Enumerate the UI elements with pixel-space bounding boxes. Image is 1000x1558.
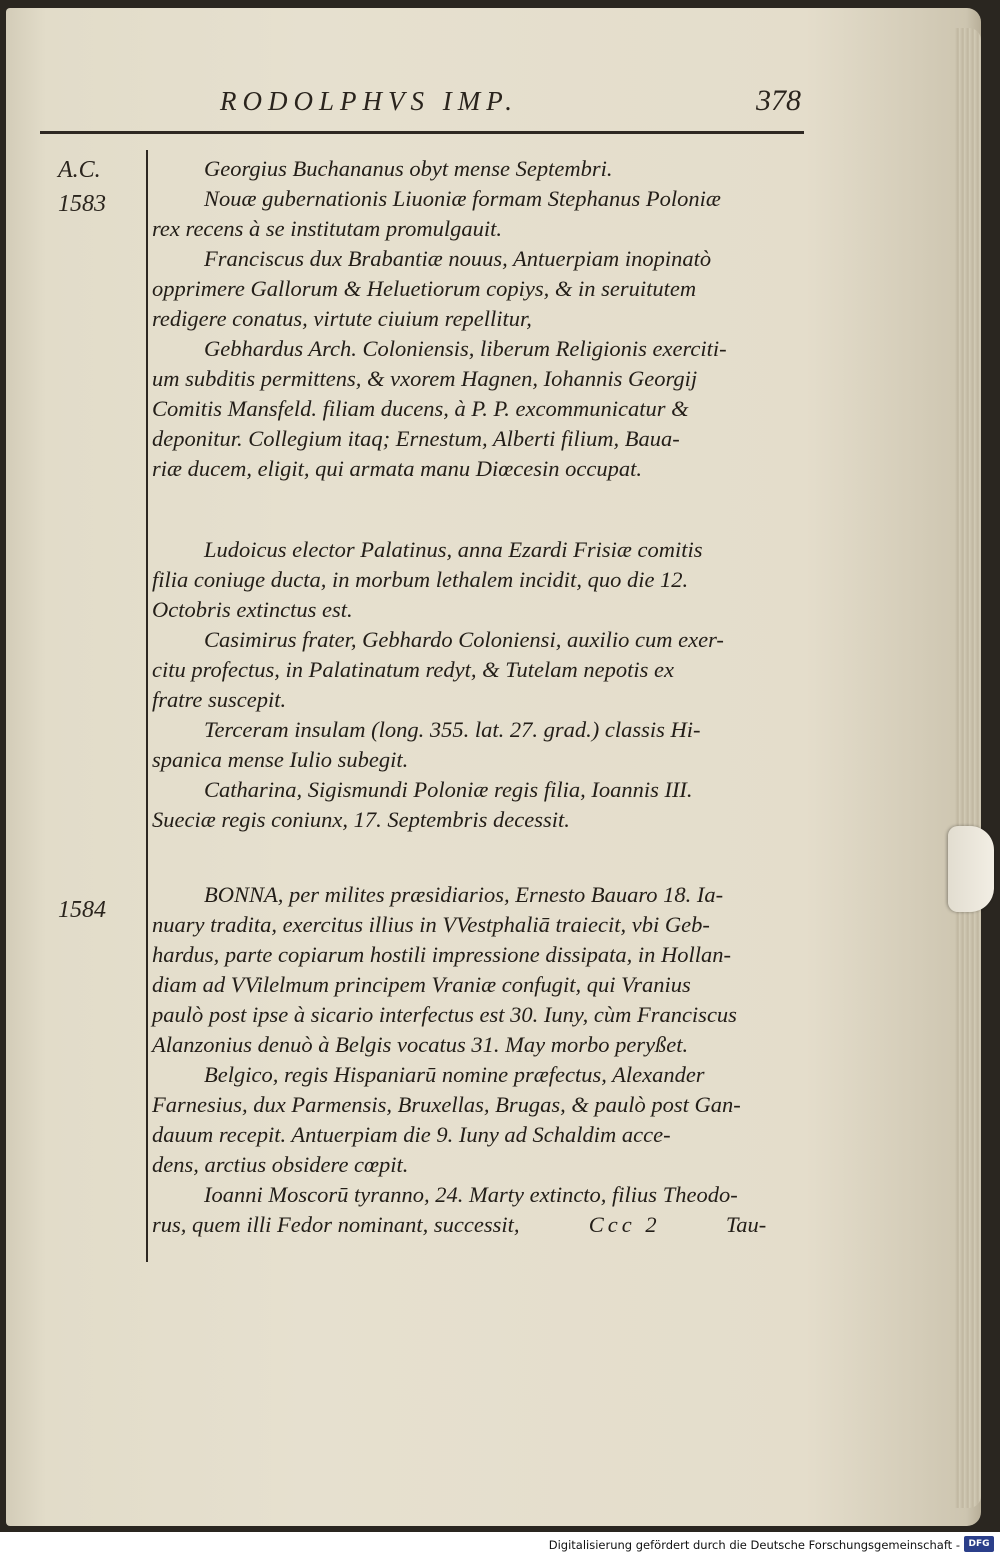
dfg-logo-icon: DFG [964, 1536, 994, 1552]
text-line: Terceram insulam (long. 355. lat. 27. grad.) classis Hi- [204, 717, 701, 742]
text-line: redigere conatus, virtute ciuium repellitur, [152, 306, 532, 331]
funding-credit: Digitalisierung gefördert durch die Deutsche Forschungsgemeinschaft - [548, 1538, 960, 1552]
text-line: citu profectus, in Palatinatum redyt, & Tutelam nepotis ex [152, 657, 675, 682]
text-line-last [152, 1210, 808, 1240]
text-line: opprimere Gallorum & Heluetiorum copiys, & in seruitutem [152, 276, 697, 301]
margin-rule [146, 150, 148, 1262]
text-line: paulò post ipse à sicario interfectus est 30. Iuny, cùm Franciscus [152, 1002, 737, 1027]
text-line: BONNA, per milites præsidiarios, Ernesto Bauaro 18. Ia- [204, 882, 724, 907]
text-line: Georgius Buchananus obyt mense Septembri. [204, 156, 613, 181]
text-line: Ludoicus elector Palatinus, anna Ezardi Frisiæ comitis [204, 537, 703, 562]
text-line: Comitis Mansfeld. filiam ducens, à P. P. excommunicatur & [152, 396, 689, 421]
page-number: 378 [756, 84, 801, 117]
text-line: Sueciæ regis coniunx, 17. Septembris decessit. [152, 807, 570, 832]
margin-year-1584: 1584 [58, 897, 106, 923]
text-line: Ioanni Moscorū tyranno, 24. Marty extincto, filius Theodo- [204, 1182, 738, 1207]
running-title: RODOLPHVS IMP. [220, 86, 518, 116]
running-head [40, 84, 820, 124]
text-line: spanica mense Iulio subegit. [152, 747, 409, 772]
footer-bar [0, 1532, 1000, 1558]
text-line: Farnesius, dux Parmensis, Bruxellas, Brugas, & paulò post Gan- [152, 1092, 741, 1117]
text-line: dauum recepit. Antuerpiam die 9. Iuny ad Schaldim acce- [152, 1122, 671, 1147]
text-block-1584 [152, 880, 808, 1240]
text-line: deponitur. Collegium itaq; Ernestum, Alberti filium, Baua- [152, 426, 680, 451]
text-line: filia coniuge ducta, in morbum lethalem incidit, quo die 12. [152, 567, 689, 592]
text-line: nuary tradita, exercitus illius in VVestphaliā traiecit, vbi Geb- [152, 912, 710, 937]
text-line: um subditis permittens, & vxorem Hagnen, Iohannis Georgij [152, 366, 698, 391]
text-block-1583-b [152, 535, 808, 835]
text-line: dens, arctius obsidere cœpit. [152, 1152, 409, 1177]
catchword: Tau- [725, 1212, 767, 1237]
text-line: Franciscus dux Brabantiæ nouus, Antuerpiam inopinatò [204, 246, 712, 271]
margin-era: A.C. [58, 157, 101, 183]
text-line: Nouæ gubernationis Liuoniæ formam Stephanus Poloniæ [204, 186, 721, 211]
page-tab-marker [948, 826, 994, 912]
text-line: rus, quem illi Fedor nominant, successit, [152, 1212, 520, 1237]
header-rule [40, 131, 804, 134]
margin-year-1583: 1583 [58, 191, 106, 217]
text-line: fratre suscepit. [152, 687, 287, 712]
page-fore-edge [955, 28, 981, 1508]
text-line: diam ad VVilelmum principem Vraniæ confugit, qui Vranius [152, 972, 691, 997]
text-line: Catharina, Sigismundi Poloniæ regis filia, Ioannis III. [204, 777, 693, 802]
text-line: hardus, parte copiarum hostili impressione dissipata, in Hollan- [152, 942, 731, 967]
text-line: Alanzonius denuò à Belgis vocatus 31. May morbo peryßet. [152, 1032, 689, 1057]
text-line: Belgico, regis Hispaniarū nomine præfectus, Alexander [204, 1062, 705, 1087]
text-line: Octobris extinctus est. [152, 597, 353, 622]
text-block-1583-a [152, 154, 808, 484]
text-line: rex recens à se institutam promulgauit. [152, 216, 502, 241]
text-line: riæ ducem, eligit, qui armata manu Diœcesin occupat. [152, 456, 642, 481]
signature-mark: Ccc 2 [588, 1212, 661, 1237]
text-line: Gebhardus Arch. Coloniensis, liberum Religionis exerciti- [204, 336, 727, 361]
text-line: Casimirus frater, Gebhardo Coloniensi, auxilio cum exer- [204, 627, 724, 652]
